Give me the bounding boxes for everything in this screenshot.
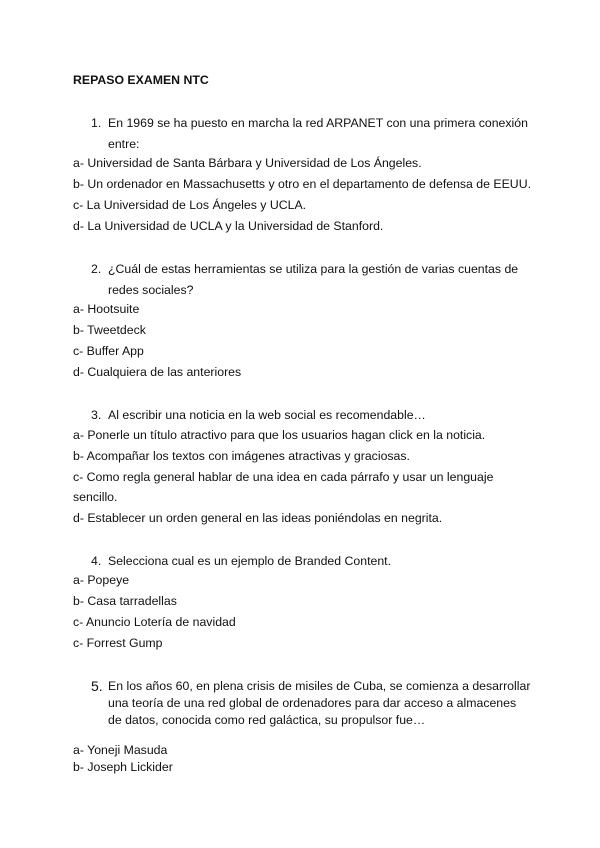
question-text: En los años 60, en plena crisis de misiles de Cuba, se comienza a desarrollar una teoría de una red global de ordenadores para dar acceso a almacenes de datos, conocida como red galáctica, su propulsor fue…: [108, 679, 531, 727]
question-text: En 1969 se ha puesto en marcha la red ARPANET con una primera conexión entre:: [108, 116, 528, 151]
option-5b: b- Joseph Lickider: [73, 760, 173, 774]
option-1a: a- Universidad de Santa Bárbara y Universidad de Los Ángeles.: [73, 156, 422, 170]
question-number: 2.: [91, 262, 102, 276]
question-number: 4.: [91, 554, 102, 568]
option-4c: c- Anuncio Lotería de navidad: [73, 615, 236, 629]
option-2d: d- Cualquiera de las anteriores: [73, 365, 242, 379]
option-2c: c- Buffer App: [73, 344, 144, 358]
option-4a: a- Popeye: [73, 573, 130, 587]
option-4d: c- Forrest Gump: [73, 636, 163, 650]
option-3c: c- Como regla general hablar de una idea en cada párrafo y usar un lenguaje sencillo.: [73, 470, 494, 504]
question-3: [91, 405, 531, 426]
question-4: [91, 551, 531, 572]
option-1c: c- La Universidad de Los Ángeles y UCLA.: [73, 198, 307, 212]
option-2a: a- Hootsuite: [73, 302, 140, 316]
question-2: [91, 259, 531, 301]
option-1b: b- Un ordenador en Massachusetts y otro en el departamento de defensa de EEUU.: [73, 177, 531, 191]
question-5: [91, 678, 531, 729]
option-3d: d- Establecer un orden general en las ideas poniéndolas en negrita.: [73, 511, 443, 525]
question-number: 5.: [91, 678, 103, 694]
question-number: 3.: [91, 408, 102, 422]
question-1: [91, 113, 531, 155]
option-1d: d- La Universidad de UCLA y la Universidad de Stanford.: [73, 219, 384, 233]
question-text: Selecciona cual es un ejemplo de Branded Content.: [108, 554, 392, 568]
option-3a: a- Ponerle un título atractivo para que los usuarios hagan click en la noticia.: [73, 428, 486, 442]
document-title: REPASO EXAMEN NTC: [73, 73, 209, 87]
option-4b: b- Casa tarradellas: [73, 594, 177, 608]
option-3b: b- Acompañar los textos con imágenes atractivas y graciosas.: [73, 449, 410, 463]
question-text: Al escribir una noticia en la web social es recomendable…: [108, 408, 426, 422]
question-number: 1.: [91, 116, 102, 130]
option-2b: b- Tweetdeck: [73, 323, 146, 337]
option-5a: a- Yoneji Masuda: [73, 743, 168, 757]
question-text: ¿Cuál de estas herramientas se utiliza para la gestión de varias cuentas de redes sociales?: [108, 262, 519, 297]
